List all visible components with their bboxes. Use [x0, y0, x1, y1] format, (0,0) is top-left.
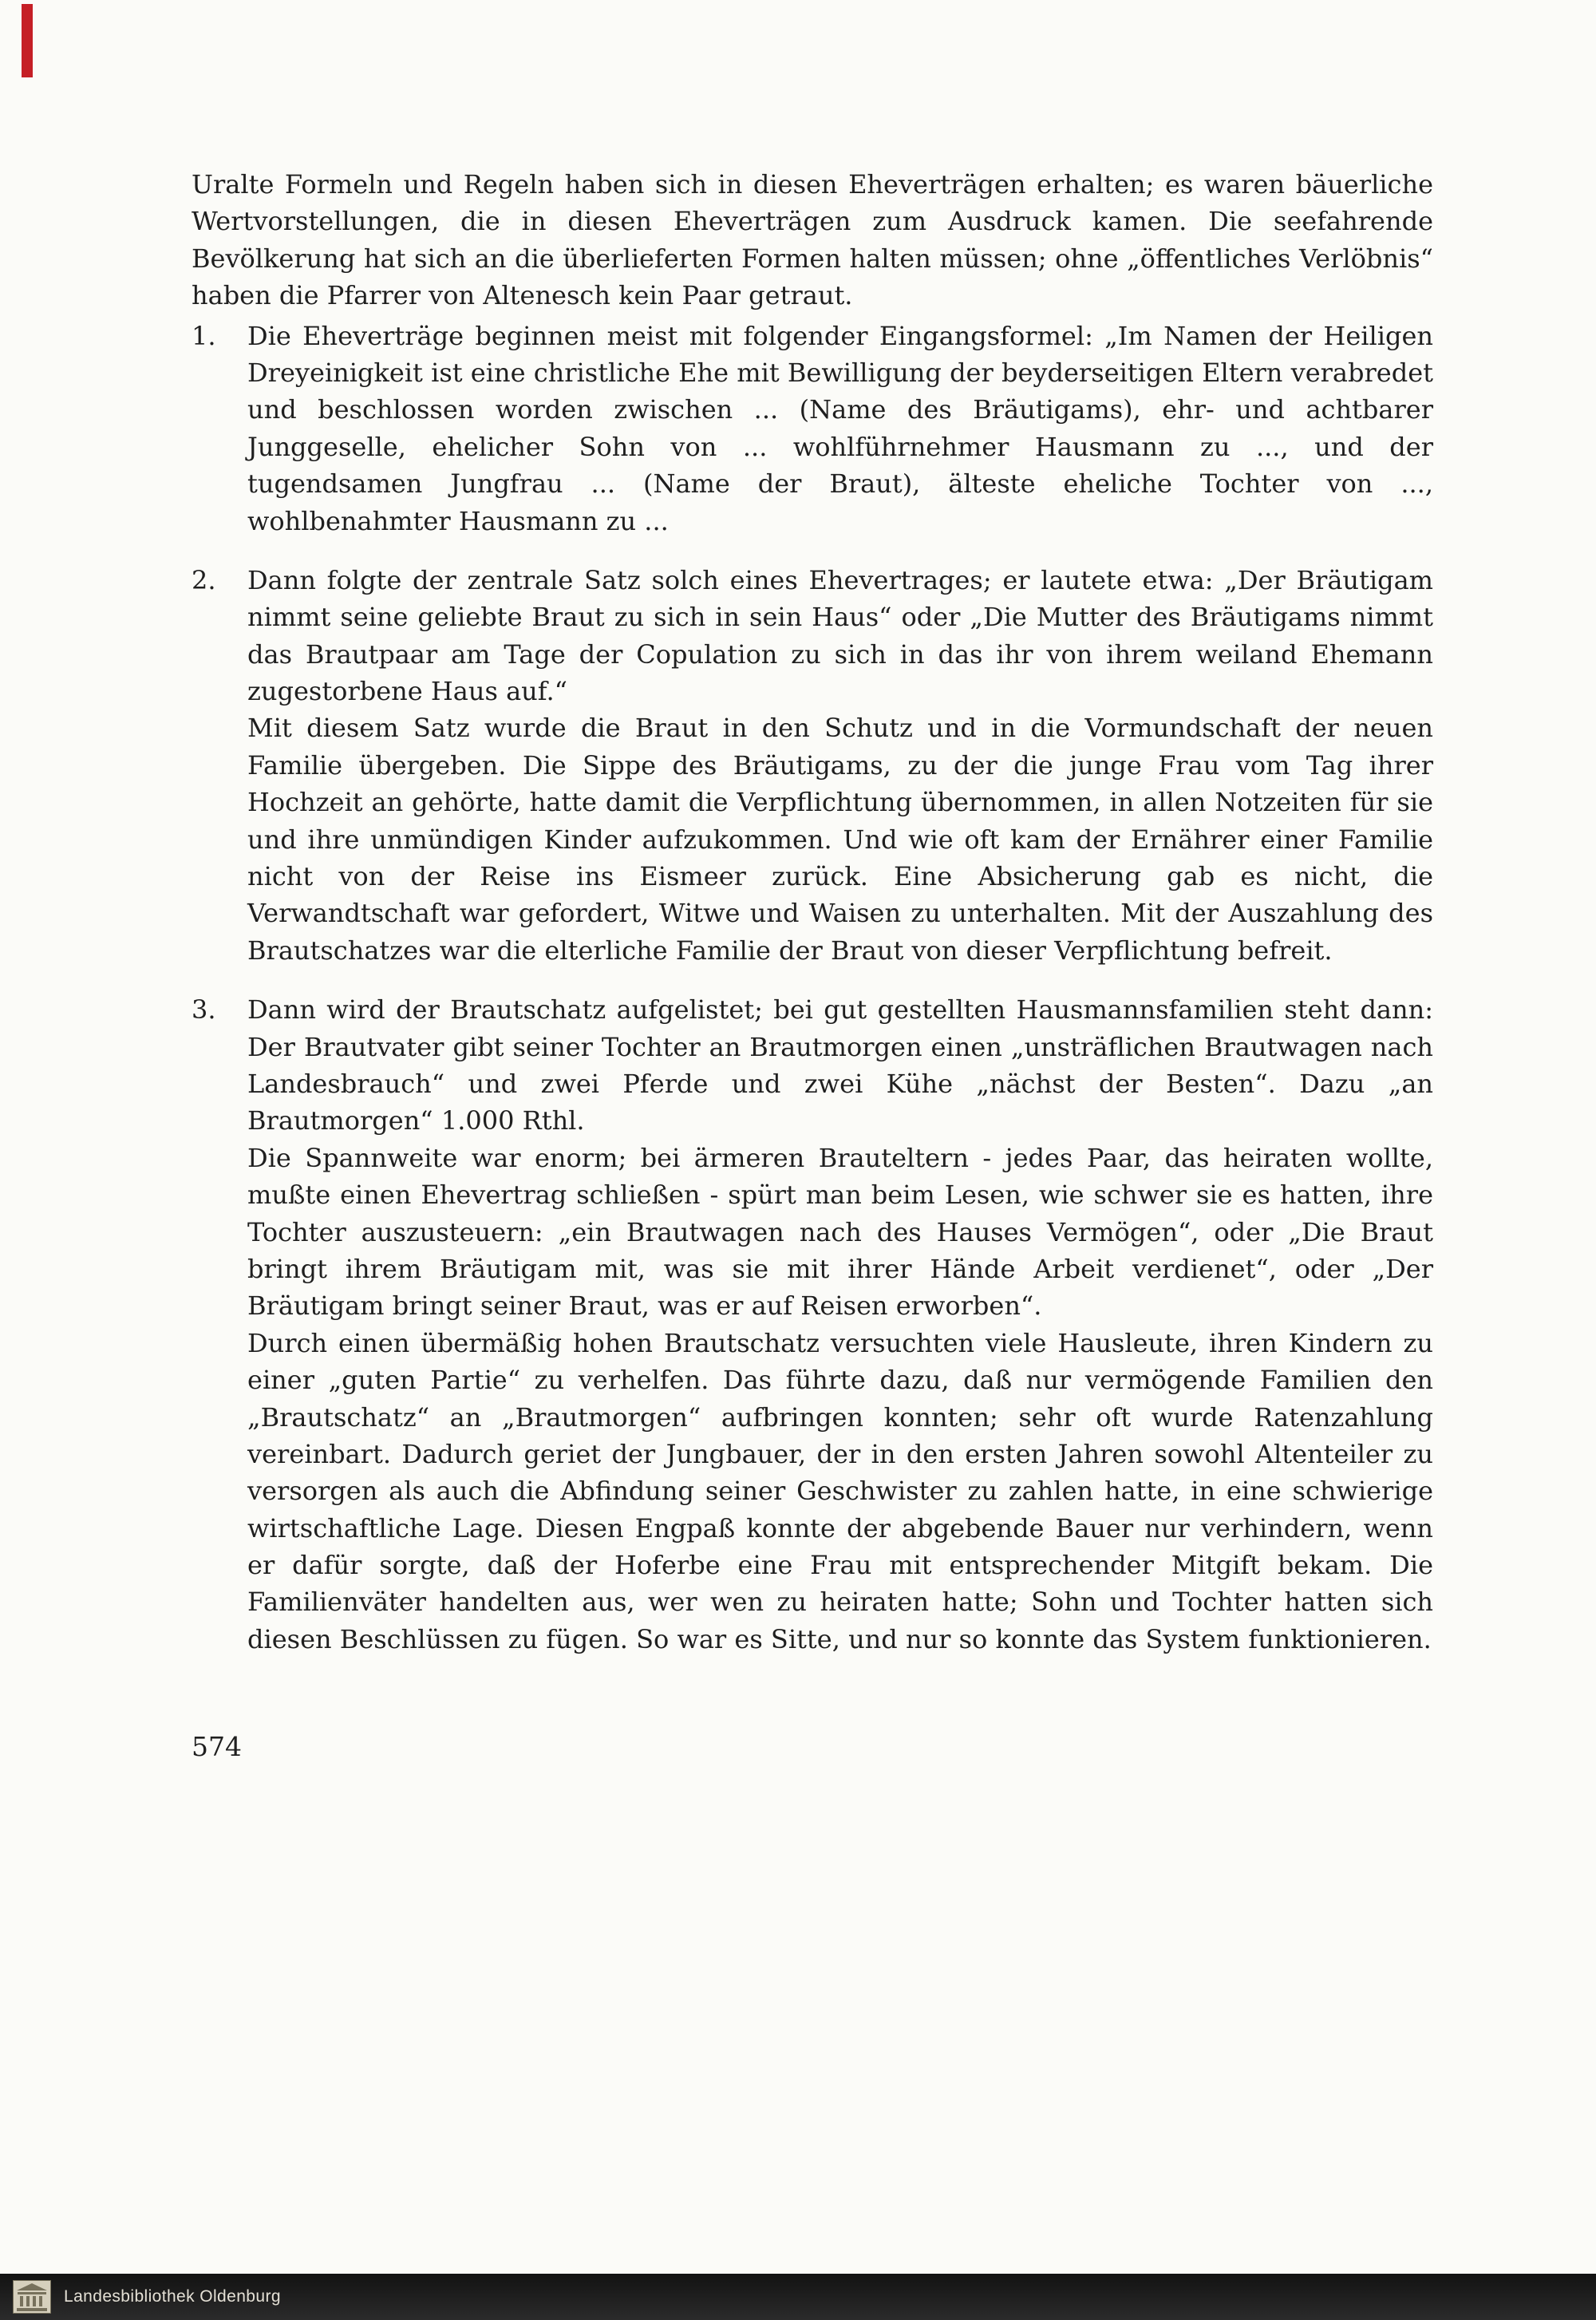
list-item — [192, 318, 1433, 539]
library-building-icon — [13, 2280, 51, 2314]
item-body — [247, 562, 1433, 969]
text-content — [192, 166, 1433, 1766]
list-item — [192, 562, 1433, 969]
library-footer-bar — [0, 2274, 1596, 2320]
library-stamp-text: Landesbibliothek Oldenburg — [64, 2287, 281, 2306]
item-number: 2. — [192, 564, 216, 595]
list-item — [192, 991, 1433, 1658]
item-paragraph: Die Eheverträge beginnen meist mit folgender Eingangsformel: „Im Namen der Heiligen Dreyeinigkeit ist eine christliche Ehe mit Bewilligung der beyderseitigen Eltern verabredet und beschlossen worden zwischen ... (Name des Bräutigams), ehr- und achtbarer Junggeselle, ehelicher Sohn von ... wohlführnehmer Hausmann zu ..., und der tugendsamen Jungfrau ... (Name der Braut), älteste eheliche Tochter von ..., wohlbenahmter Hausmann zu ... — [247, 320, 1433, 536]
intro-paragraph: Uralte Formeln und Regeln haben sich in diesen Eheverträgen erhalten; es waren bäuerliche Wertvorstellungen, die in diesen Eheverträgen zum Ausdruck kamen. Die seefahrende Bevölkerung hat sich an die überlieferten Formen halten müssen; ohne „öffentliches Verlöbnis“ haben die Pfarrer von Altenesch kein Paar getraut. — [192, 169, 1433, 311]
item-paragraph: Die Spannweite war enorm; bei ärmeren Brauteltern - jedes Paar, das heiraten wollte, mußte einen Ehevertrag schließen - spürt man beim Lesen, wie schwer sie es hatten, ihre Tochter auszusteuern: „ein Brautwagen nach des Hauses Vermögen“, oder „Die Braut bringt ihrem Bräutigam mit, was sie mit ihrer Hände Arbeit verdienet“, oder „Der Bräutigam bringt seiner Braut, was er auf Reisen erworben“. — [247, 1142, 1433, 1322]
numbered-list — [192, 318, 1433, 1658]
item-number: 1. — [192, 320, 216, 351]
item-body — [247, 991, 1433, 1658]
item-paragraph: Dann wird der Brautschatz aufgelistet; bei gut gestellten Hausmannsfamilien steht dann: Der Brautvater gibt seiner Tochter an Brautmorgen einen „unsträflichen Brautwagen nach Landesbrauch“ und zwei Pferde und zwei Kühe „nächst der Besten“. Dazu „an Brautmorgen“ 1.000 Rthl. — [247, 994, 1433, 1136]
item-number: 3. — [192, 994, 216, 1026]
red-bookmark-ribbon — [22, 4, 33, 77]
item-paragraph: Mit diesem Satz wurde die Braut in den Schutz und in die Vormundschaft der neuen Familie übergeben. Die Sippe des Bräutigams, zu der die junge Frau vom Tag ihrer Hochzeit an gehörte, hatte damit die Verpflichtung übernommen, in allen Notzeiten für sie und ihre unmündigen Kinder aufzukommen. Und wie oft kam der Ernährer einer Familie nicht von der Reise ins Eismeer zurück. Eine Absicherung gab es nicht, die Verwandtschaft war gefordert, Witwe und Waisen zu unterhalten. Mit der Auszahlung des Brautschatzes war die elterliche Familie der Braut von dieser Verpflichtung befreit. — [247, 713, 1433, 966]
page-number: 574 — [192, 1731, 242, 1763]
item-paragraph: Dann folgte der zentrale Satz solch eines Ehevertrages; er lautete etwa: „Der Bräutigam nimmt seine geliebte Braut zu sich in sein Haus“ oder „Die Mutter des Bräutigams nimmt das Brautpaar am Tage der Copulation zu sich in das ihr von ihrem weiland Ehemann zugestorbene Haus auf.“ — [247, 564, 1433, 707]
item-body — [247, 318, 1433, 539]
item-paragraph: Durch einen übermäßig hohen Brautschatz versuchten viele Hausleute, ihren Kindern zu einer „guten Partie“ zu verhelfen. Das führte dazu, daß nur vermögende Familien den „Brautschatz“ an „Brautmorgen“ aufbringen konnten; sehr oft wurde Ratenzahlung vereinbart. Dadurch geriet der Jungbauer, der in den ersten Jahren sowohl Altenteiler zu versorgen als auch die Abfindung seiner Geschwister zu zahlen hatte, in eine schwierige wirtschaftliche Lage. Diesen Engpaß konnte der abgebende Bauer nur verhindern, wenn er dafür sorgte, daß der Hoferbe eine Frau mit entsprechender Mitgift bekam. Die Familienväter handelten aus, wer wen zu heiraten hatte; Sohn und Tochter hatten sich diesen Beschlüssen zu fügen. So war es Sitte, und nur so konnte das System funktionieren. — [247, 1327, 1433, 1654]
